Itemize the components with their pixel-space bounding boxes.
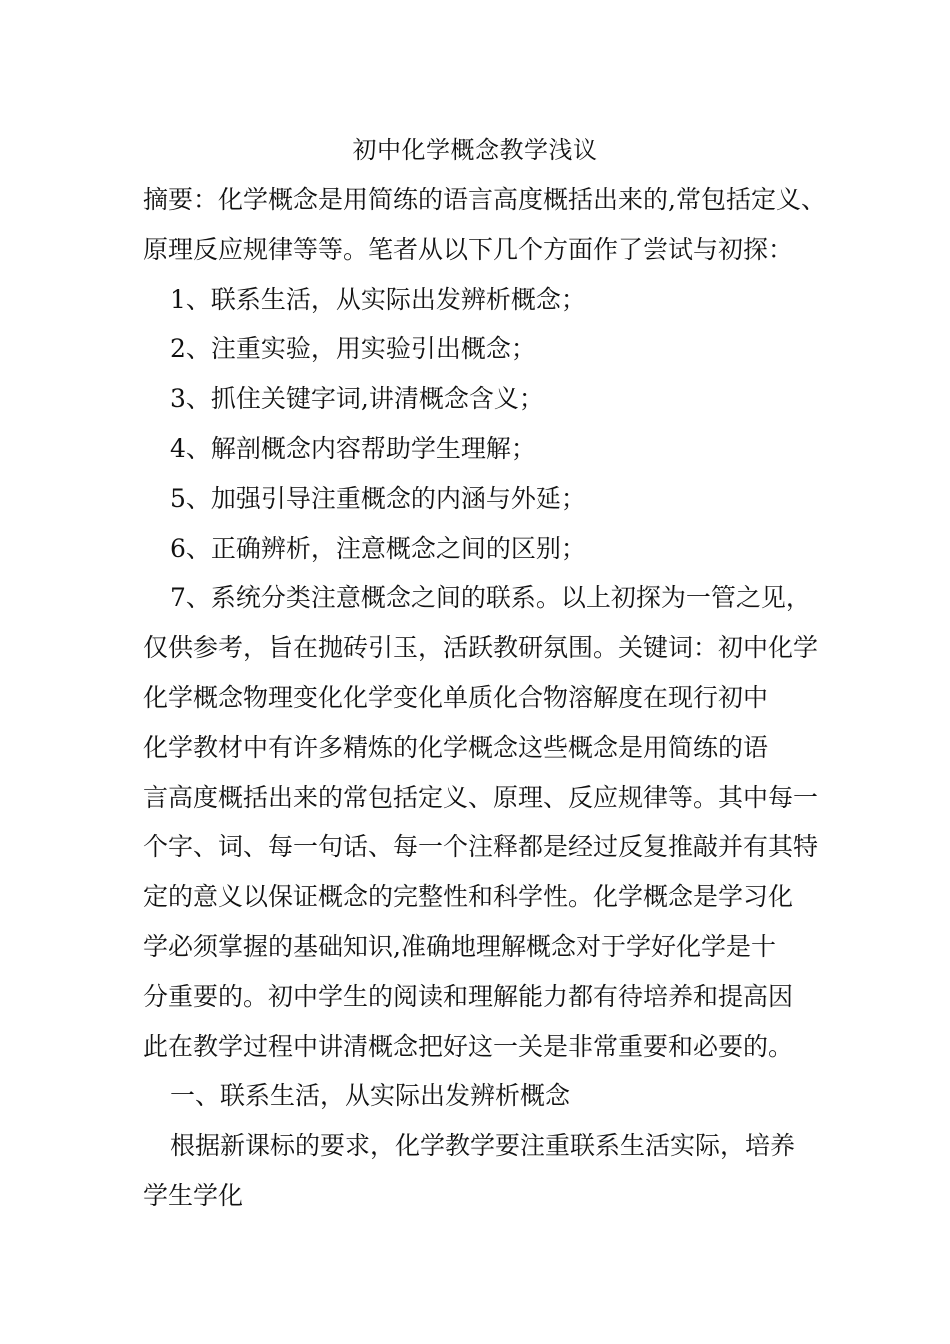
paragraph-line: 个字、词、每一句话、每一个注释都是经过反复推敲并有其特 <box>143 832 819 862</box>
document-title: 初中化学概念教学浅议 <box>352 136 598 164</box>
paragraph-line: 学必须掌握的基础知识,准确地理解概念对于学好化学是十 <box>143 931 776 961</box>
paragraph-line: 仅供参考，旨在抛砖引玉，活跃教研氛围。关键词：初中化学 <box>143 633 819 663</box>
paragraph-line: 2、注重实验，用实验引出概念； <box>170 334 536 364</box>
document-body <box>143 175 826 1221</box>
paragraph-line: 原理反应规律等等。笔者从以下几个方面作了尝试与初探： <box>143 234 794 264</box>
paragraph-line: 6、正确辨析，注意概念之间的区别； <box>170 533 586 563</box>
paragraph-line: 分重要的。初中学生的阅读和理解能力都有待培养和提高因 <box>143 981 794 1011</box>
paragraph-line: 3、抓住关键字词,讲清概念含义； <box>170 384 544 414</box>
paragraph-line: 学生学化 <box>143 1180 244 1210</box>
paragraph-line: 根据新课标的要求，化学教学要注重联系生活实际，培养 <box>170 1131 796 1161</box>
paragraph-line: 言高度概括出来的常包括定义、原理、反应规律等。其中每一 <box>143 782 819 812</box>
paragraph-line: 此在教学过程中讲清概念把好这一关是非常重要和必要的。 <box>143 1031 794 1061</box>
paragraph-line: 7、系统分类注意概念之间的联系。以上初探为一管之见， <box>170 583 811 613</box>
paragraph-line: 4、解剖概念内容帮助学生理解； <box>170 433 536 463</box>
paragraph-line: 化学教材中有许多精炼的化学概念这些概念是用简练的语 <box>143 732 769 762</box>
paragraph-line: 定的意义以保证概念的完整性和科学性。化学概念是学习化 <box>143 882 794 912</box>
paragraph-line: 摘要：化学概念是用简练的语言高度概括出来的,常包括定义、 <box>143 185 826 214</box>
paragraph-line: 一、联系生活，从实际出发辨析概念 <box>170 1081 571 1111</box>
paragraph-line: 化学概念物理变化化学变化单质化合物溶解度在现行初中 <box>143 682 769 712</box>
paragraph-line: 1、联系生活，从实际出发辨析概念； <box>170 284 586 314</box>
paragraph-line: 5、加强引导注重概念的内涵与外延； <box>170 483 586 513</box>
